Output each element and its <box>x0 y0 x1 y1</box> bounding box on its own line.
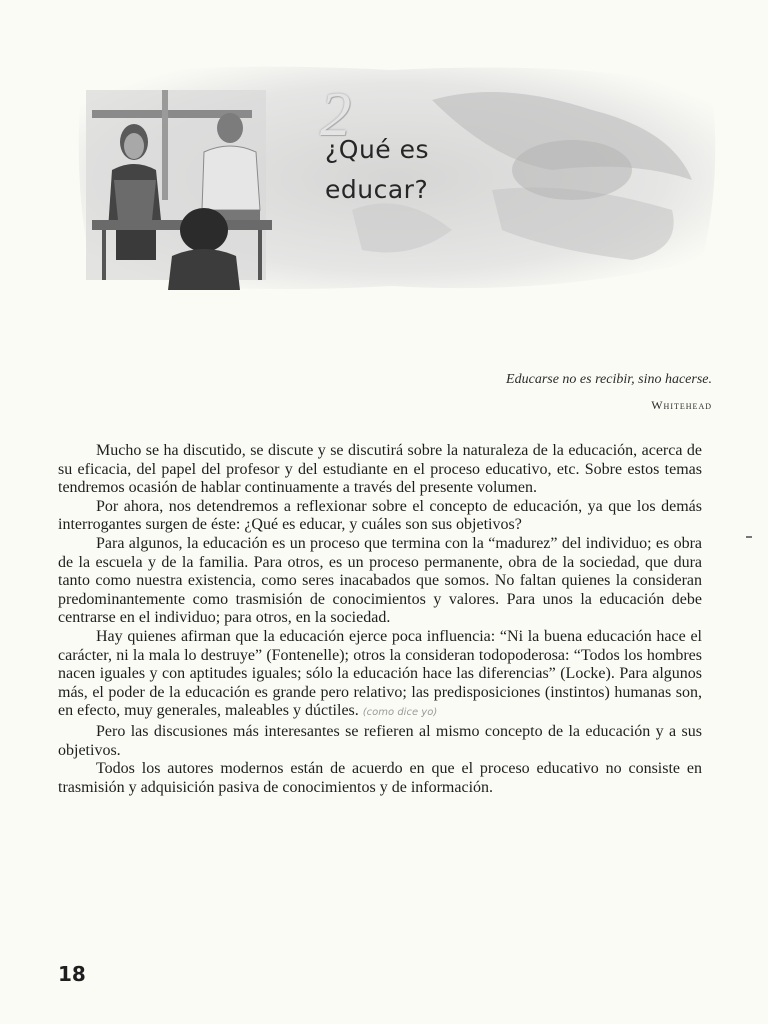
paragraph: Por ahora, nos detendremos a reflexionar sobre el concepto de educación, ya que los demás interrogantes surgen de éste: ¿Qué es educar, y cuáles son sus objetivos? <box>58 497 702 534</box>
body-text <box>58 442 702 797</box>
margin-mark <box>746 536 752 538</box>
chapter-title-line-1: ¿Qué es <box>325 135 430 164</box>
paragraph: Mucho se ha discutido, se discute y se discutirá sobre la naturaleza de la educación, acerca de su eficacia, del papel del profesor y del estudiante en el proceso educativo, etc. Sobre estos temas tendremos ocasión de hablar continuamente a través del presente volumen. <box>58 442 702 497</box>
epigraph-quote: Educarse no es recibir, sino hacerse. <box>506 372 712 387</box>
page-number: 18 <box>58 962 86 986</box>
epigraph-author: Whitehead <box>651 398 712 412</box>
paragraph: Pero las discusiones más interesantes se refieren al mismo concepto de la educación y a sus objetivos. <box>58 722 702 759</box>
epigraph <box>506 372 712 413</box>
chapter-title-line-2: educar? <box>325 175 429 204</box>
paragraph-text: Hay quienes afirman que la educación ejerce poca influencia: “Ni la buena educación hace el carácter, ni la mala lo destruye” (Fontenelle); otros la consideran todopoderosa: “Todos los hombres nacen iguales y con aptitudes iguales; sólo la educación hace las diferencias” (Locke). Para algunos más, el poder de la educación es grande pero relativo; las predisposiciones (instintos) humanas son, en efecto, muy generales, maleables y dúctiles. <box>58 627 702 720</box>
paragraph: Para algunos, la educación es un proceso que termina con la “madurez” del individuo; es obra de la escuela y de la familia. Para otros, es un proceso permanente, obra de la sociedad, que dura tanto como nuestra existencia, como seres inacabados que somos. No faltan quienes la consideran predominantemente como trasmisión de conocimientos y valores. Para unos la educación debe centrarse en el individuo; para otros, en la sociedad. <box>58 534 702 627</box>
handwritten-note: (como dice yo) <box>362 707 438 719</box>
paragraph <box>58 628 702 723</box>
chapter-number: 2 <box>320 81 351 149</box>
paragraph: Todos los autores modernos están de acuerdo en que el proceso educativo no consiste en trasmisión y adquisición pasiva de conocimientos y de información. <box>58 760 702 796</box>
chapter-header <box>72 60 722 296</box>
chapter-title <box>325 130 429 210</box>
